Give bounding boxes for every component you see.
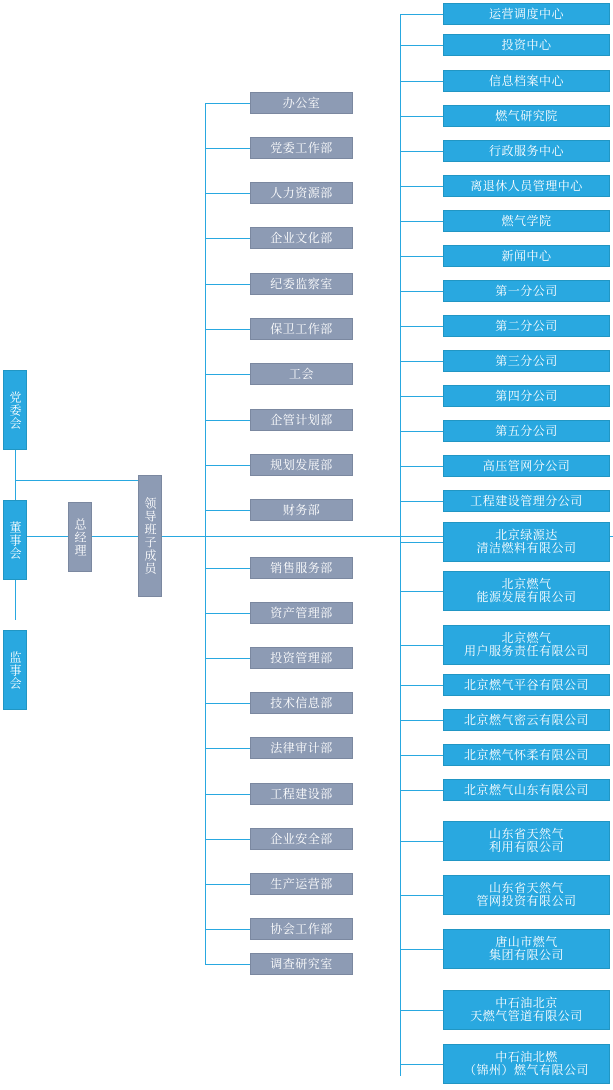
sub-node-14[interactable] [443,490,610,512]
connector-subsidiary-trunk [400,14,401,1076]
node-label: 总经理 [73,517,87,557]
sub-node-12[interactable] [443,420,610,442]
node-label: 燃气研究院 [495,108,558,123]
node-label: 办公室 [282,95,321,110]
sub-node-5[interactable] [443,175,610,197]
connector-dept-17 [205,884,250,885]
node-label: 北京燃气山东有限公司 [463,782,589,797]
node-label: 北京燃气怀柔有限公司 [463,747,589,762]
node-label: 第五分公司 [495,423,558,438]
node-label: 燃气学院 [501,213,552,228]
dept-node-2[interactable] [250,182,353,204]
connector-sub-10 [400,361,443,362]
sub-node-0[interactable] [443,3,610,25]
sub-node-9[interactable] [443,315,610,337]
connector-sub-9 [400,326,443,327]
sub-node-16[interactable] [443,571,610,611]
node-label: 监事会 [8,650,22,690]
sub-node-11[interactable] [443,385,610,407]
sub-node-18[interactable] [443,674,610,696]
node-label: 第四分公司 [495,388,558,403]
connector-sub-26 [400,1064,443,1065]
node-label: 人力资源部 [270,185,333,200]
connector-sub-0 [400,14,443,15]
node-label: 党委会 [8,390,22,430]
connector-dept-11 [205,613,250,614]
node-label: 山东省天然气 利用有限公司 [488,827,564,854]
dept-node-6[interactable] [250,363,353,385]
connector-sub-18 [400,685,443,686]
dept-node-8[interactable] [250,454,353,476]
node-label: 保卫工作部 [270,321,333,336]
connector-dept-2 [205,193,250,194]
sub-node-8[interactable] [443,280,610,302]
connector-dept-12 [205,658,250,659]
node-label: 信息档案中心 [488,73,564,88]
connector-sub-1 [400,45,443,46]
dept-node-18[interactable] [250,918,353,940]
node-label: 调查研究室 [270,956,333,971]
connector-dept-1 [205,148,250,149]
node-label: 第三分公司 [495,353,558,368]
node-label: 工会 [288,366,314,381]
dept-node-19[interactable] [250,953,353,975]
connector-sub-23 [400,895,443,896]
sub-node-13[interactable] [443,455,610,477]
node-label: 新闻中心 [501,248,552,263]
connector-sub-16 [400,591,443,592]
connector-sub-8 [400,291,443,292]
dept-node-10[interactable] [250,557,353,579]
node-label: 董事会 [8,520,22,560]
node-general-manager[interactable] [68,502,92,572]
node-party-committee[interactable] [3,370,27,450]
connector-dept-14 [205,748,250,749]
sub-node-15[interactable] [443,522,610,562]
node-label: 唐山市燃气 集团有限公司 [488,935,564,962]
sub-node-23[interactable] [443,875,610,915]
dept-node-5[interactable] [250,318,353,340]
node-label: 中石油北燃 （锦州）燃气有限公司 [463,1050,589,1077]
connector-sub-19 [400,720,443,721]
dept-node-3[interactable] [250,227,353,249]
node-label: 销售服务部 [270,560,333,575]
connector-sub-14 [400,501,443,502]
node-label: 工程建设部 [270,786,333,801]
node-label: 规划发展部 [270,457,333,472]
node-label: 北京燃气平谷有限公司 [463,677,589,692]
sub-node-20[interactable] [443,744,610,766]
node-label: 工程建设管理分公司 [470,493,583,508]
sub-node-22[interactable] [443,821,610,861]
dept-node-7[interactable] [250,409,353,431]
connector-dept-16 [205,839,250,840]
connector-dept-7 [205,420,250,421]
sub-node-6[interactable] [443,210,610,232]
connector-dept-18 [205,929,250,930]
node-board-of-supervisors[interactable] [3,630,27,710]
node-label: 北京绿源达 清洁燃料有限公司 [476,528,577,555]
node-leadership-team[interactable] [138,475,162,597]
sub-node-2[interactable] [443,70,610,92]
node-label: 北京燃气 能源发展有限公司 [476,577,577,604]
connector-dept-3 [205,238,250,239]
connector-sub-5 [400,186,443,187]
node-label: 行政服务中心 [488,143,564,158]
sub-node-7[interactable] [443,245,610,267]
node-board-of-directors[interactable] [3,500,27,580]
dept-node-16[interactable] [250,828,353,850]
node-label: 法律审计部 [270,740,333,755]
connector-sub-4 [400,151,443,152]
node-label: 财务部 [282,502,321,517]
sub-node-26[interactable] [443,1044,610,1084]
dept-node-9[interactable] [250,499,353,521]
connector-sub-12 [400,431,443,432]
dept-node-1[interactable] [250,137,353,159]
node-label: 中石油北京 天燃气管道有限公司 [470,996,583,1023]
connector-sub-7 [400,256,443,257]
connector-dept-19 [205,964,250,965]
connector-sub-11 [400,396,443,397]
dept-node-13[interactable] [250,692,353,714]
dept-node-14[interactable] [250,737,353,759]
dept-node-4[interactable] [250,273,353,295]
connector-department-trunk [205,103,206,965]
node-label: 北京燃气 用户服务责任有限公司 [463,631,589,658]
connector-sub-24 [400,949,443,950]
sub-node-3[interactable] [443,105,610,127]
node-label: 企业安全部 [270,831,333,846]
dept-node-12[interactable] [250,647,353,669]
sub-node-1[interactable] [443,34,610,56]
dept-node-11[interactable] [250,602,353,624]
connector-dept-15 [205,794,250,795]
sub-node-19[interactable] [443,709,610,731]
connector-sub-2 [400,81,443,82]
dept-node-0[interactable] [250,92,353,114]
dept-node-15[interactable] [250,783,353,805]
connector-dept-0 [205,103,250,104]
sub-node-4[interactable] [443,140,610,162]
connector-dept-4 [205,284,250,285]
connector-sub-6 [400,221,443,222]
node-label: 企业文化部 [270,230,333,245]
node-label: 资产管理部 [270,605,333,620]
connector-sub-3 [400,116,443,117]
sub-node-17[interactable] [443,625,610,665]
connector-dept-6 [205,374,250,375]
connector-dept-8 [205,465,250,466]
connector-dept-13 [205,703,250,704]
connector-sub-25 [400,1010,443,1011]
dept-node-17[interactable] [250,873,353,895]
connector-dangwei-to-leader [15,480,150,481]
connector-sub-21 [400,790,443,791]
node-label: 投资中心 [501,37,552,52]
node-label: 山东省天然气 管网投资有限公司 [476,881,577,908]
connector-sub-20 [400,755,443,756]
connector-dept-5 [205,329,250,330]
node-label: 协会工作部 [270,921,333,936]
node-label: 投资管理部 [270,650,333,665]
connector-dept-9 [205,510,250,511]
node-label: 领导班子成员 [143,497,157,575]
sub-node-25[interactable] [443,990,610,1030]
sub-node-21[interactable] [443,779,610,801]
connector-dept-10 [205,568,250,569]
sub-node-10[interactable] [443,350,610,372]
node-label: 技术信息部 [270,695,333,710]
node-label: 北京燃气密云有限公司 [463,712,589,727]
node-label: 企管计划部 [270,412,333,427]
node-label: 第一分公司 [495,283,558,298]
sub-node-24[interactable] [443,929,610,969]
node-label: 纪委监察室 [270,276,333,291]
connector-sub-17 [400,645,443,646]
node-label: 运营调度中心 [488,6,564,21]
node-label: 离退休人员管理中心 [470,178,583,193]
connector-sub-15 [400,542,443,543]
node-label: 党委工作部 [270,140,333,155]
node-label: 高压管网分公司 [482,458,571,473]
connector-sub-13 [400,466,443,467]
connector-sub-22 [400,841,443,842]
node-label: 第二分公司 [495,318,558,333]
node-label: 生产运营部 [270,876,333,891]
